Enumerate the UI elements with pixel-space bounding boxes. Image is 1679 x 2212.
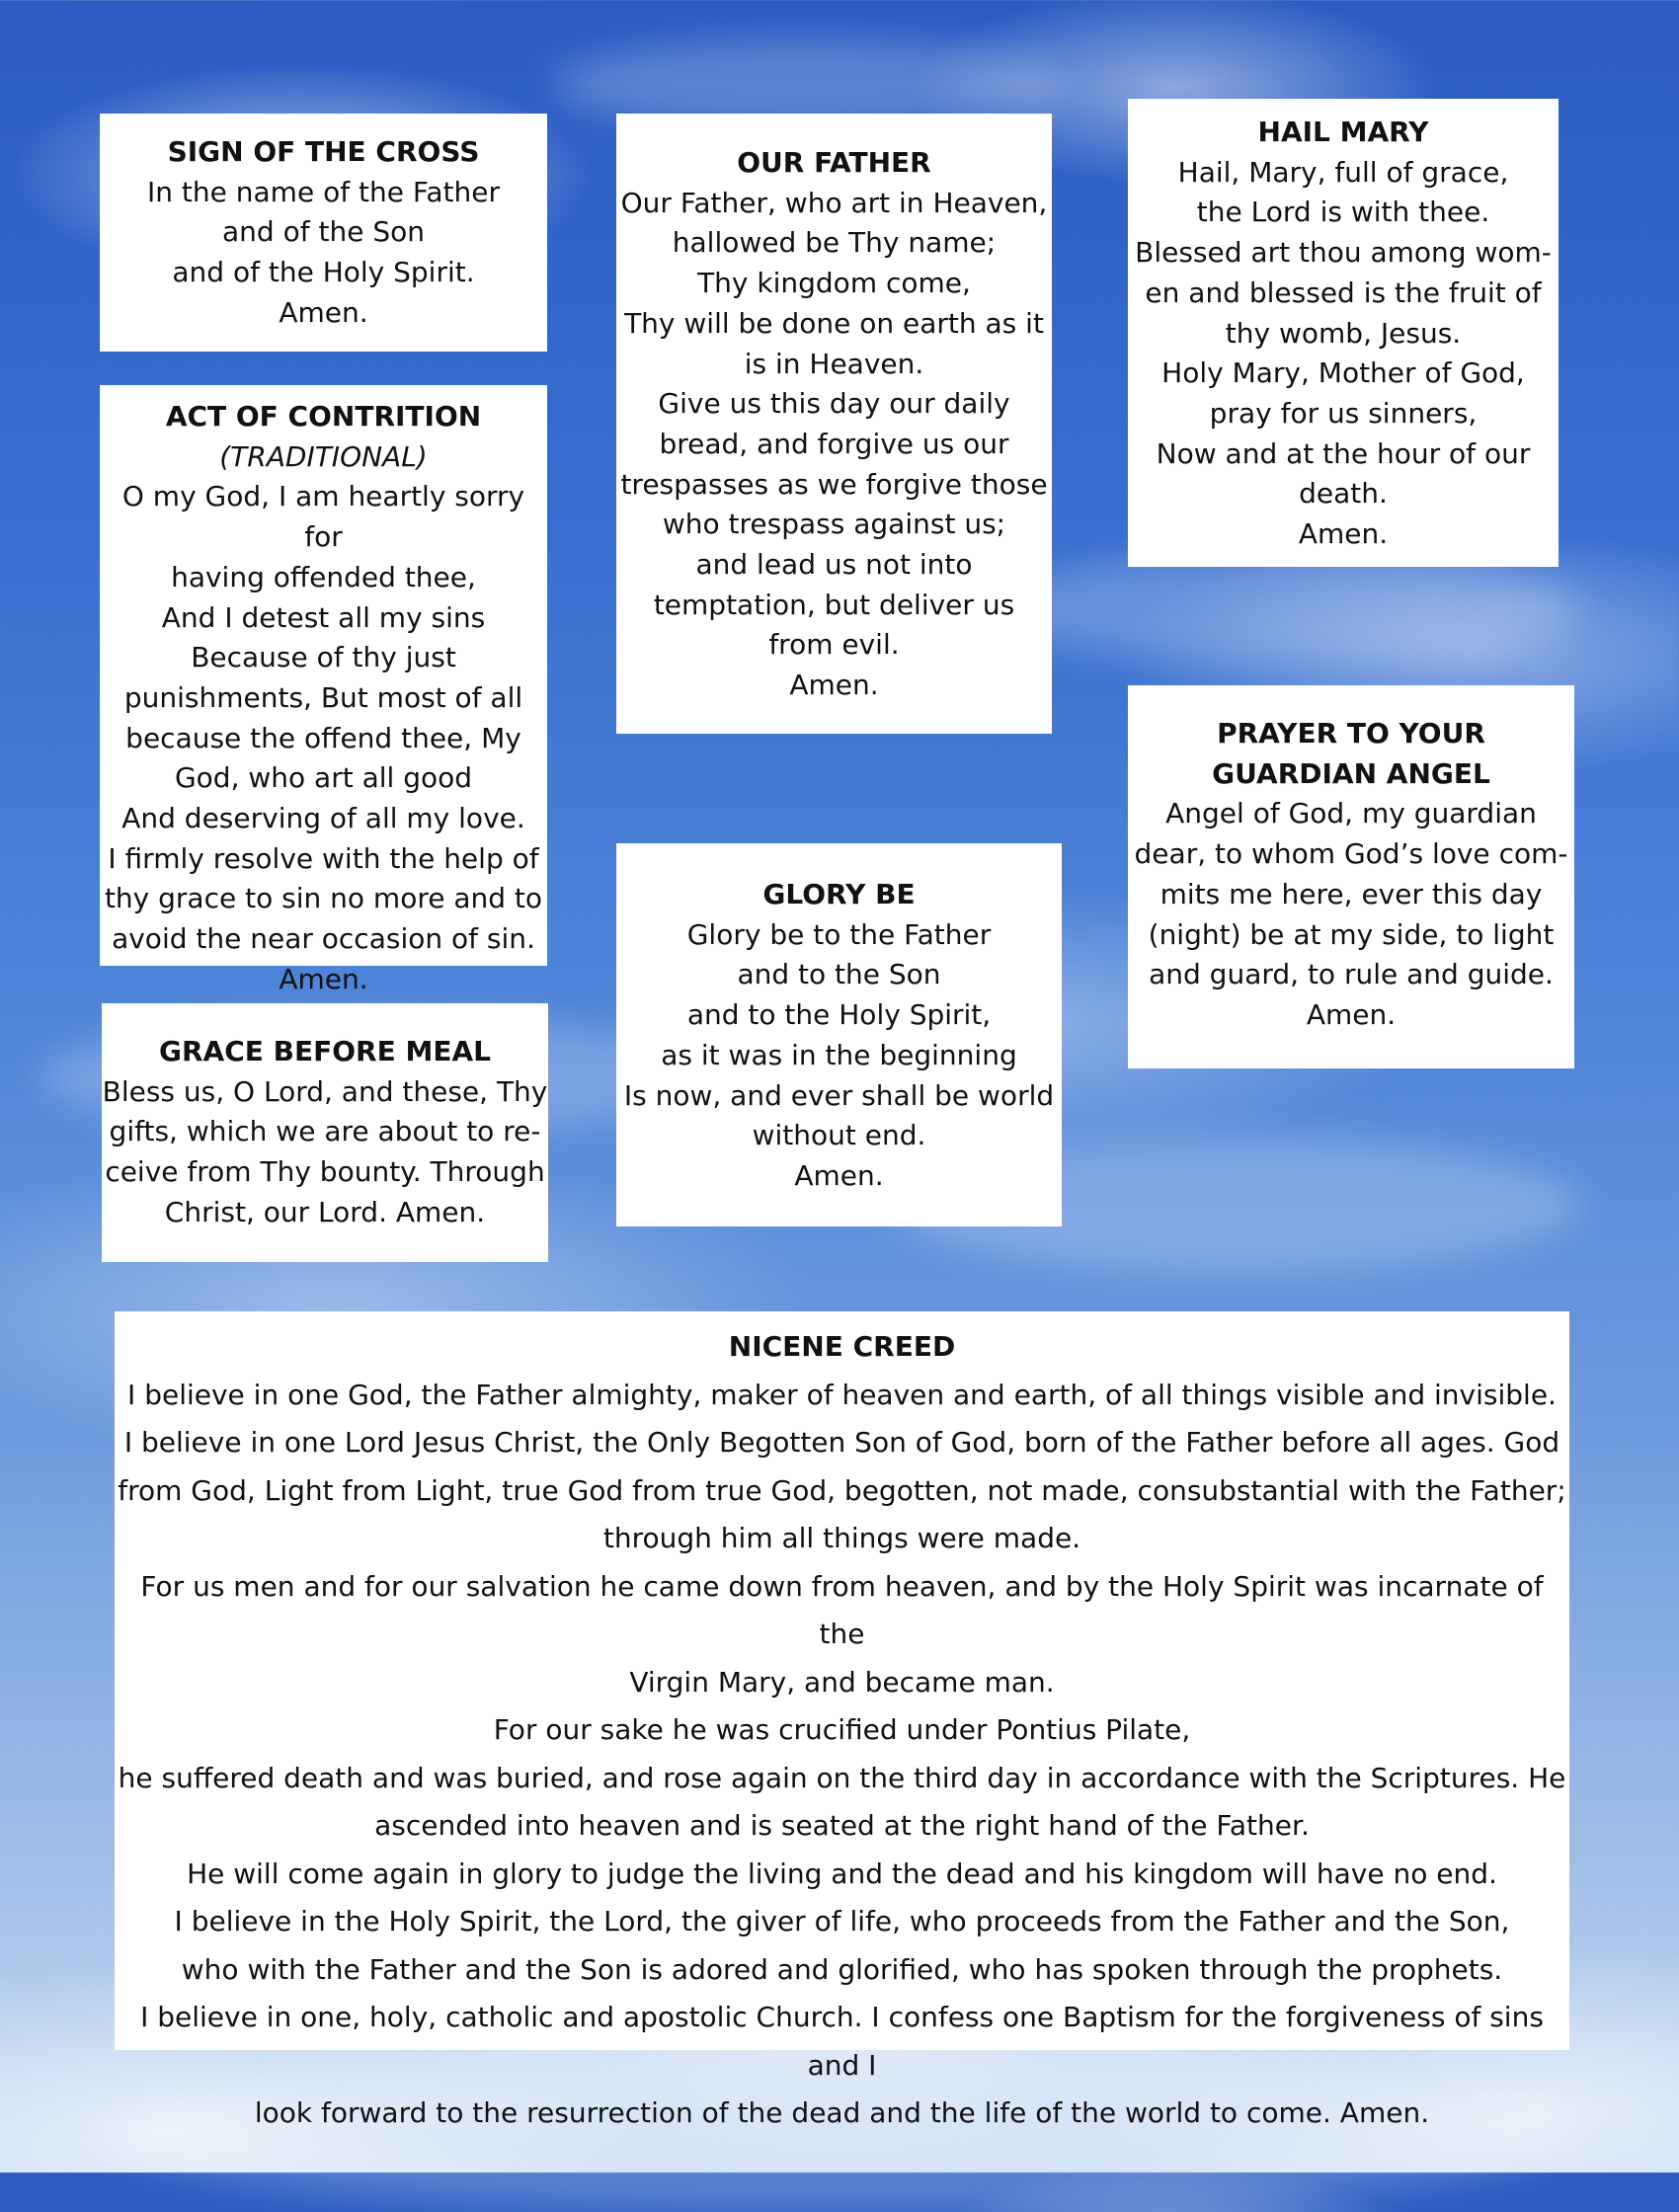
prayer-line: is in Heaven.	[744, 347, 924, 380]
prayer-line: ceive from Thy bounty. Through	[105, 1155, 545, 1189]
prayer-line: the Lord is with thee.	[1196, 196, 1490, 229]
prayer-line: Because of thy just	[191, 641, 456, 674]
creed-line: I believe in one, holy, catholic and apostolic Church. I confess one Baptism for the forgiveness of sins and I	[140, 2001, 1544, 2082]
creed-line: For us men and for our salvation he came down from heaven, and by the Holy Spirit was incarnate of the	[140, 1569, 1544, 1650]
grace-before-meal-card	[102, 1003, 548, 1262]
prayer-line: In the name of the Father	[147, 175, 500, 208]
prayer-line: Amen.	[279, 962, 368, 995]
prayer-line: and of the Son	[222, 215, 425, 249]
creed-line: I believe in one Lord Jesus Christ, the Only Begotten Son of God, born of the Father before all ages. God	[123, 1426, 1560, 1459]
creed-line: look forward to the resurrection of the dead and the life of the world to come. Amen.	[254, 2096, 1430, 2129]
creed-line: ascended into heaven and is seated at the right hand of the Father.	[374, 1809, 1310, 1842]
prayer-line: Blessed art thou among wom-	[1135, 236, 1552, 270]
card-title: GLORY BE	[762, 878, 916, 910]
prayer-line: Now and at the hour of our	[1156, 436, 1531, 470]
prayer-line: gifts, which we are about to re-	[109, 1115, 541, 1148]
card-title: SIGN OF THE CROSS	[167, 135, 480, 168]
card-title: GUARDIAN ANGEL	[1212, 756, 1490, 790]
cloud-wisp	[988, 553, 1580, 662]
creed-line: Virgin Mary, and became man.	[629, 1665, 1055, 1698]
prayer-line: avoid the near occasion of sin.	[112, 922, 535, 956]
prayer-line: who trespass against us;	[662, 508, 1006, 541]
card-title: OUR FATHER	[737, 146, 931, 179]
prayer-line: without end.	[752, 1119, 926, 1152]
creed-line: I believe in one God, the Father almighty, maker of heaven and earth, of all things visible and invisible.	[127, 1378, 1557, 1411]
creed-line: through him all things were made.	[602, 1522, 1081, 1554]
our-father-card	[616, 114, 1052, 734]
prayer-line: Glory be to the Father	[686, 917, 992, 951]
prayer-line: Amen.	[794, 1158, 884, 1192]
prayer-line: Give us this day our daily	[658, 387, 1010, 421]
card-title: HAIL MARY	[1257, 116, 1429, 148]
creed-line: who with the Father and the Son is adored and glorified, who has spoken through the prophets.	[181, 1952, 1503, 1986]
prayer-line: I firmly resolve with the help of	[108, 841, 539, 875]
prayer-line: punishments, But most of all	[123, 680, 523, 714]
prayer-line: from evil.	[768, 628, 900, 662]
prayer-line: Amen.	[1298, 517, 1389, 551]
prayer-line: as it was in the beginning	[661, 1038, 1017, 1071]
creed-line: from God, Light from Light, true God from true God, begotten, not made, consubstantial with the Father;	[118, 1473, 1566, 1507]
prayer-line: O my God, I am heartly sorry for	[121, 480, 525, 554]
prayer-line: Amen.	[279, 295, 368, 329]
prayer-line: hallowed be Thy name;	[672, 226, 997, 260]
prayer-line: And I detest all my sins	[161, 600, 486, 634]
prayer-line: because the offend thee, My	[125, 721, 521, 754]
prayer-line: trespasses as we forgive those	[620, 467, 1048, 501]
prayer-line: (night) be at my side, to light	[1148, 917, 1555, 951]
creed-line: I believe in the Holy Spirit, the Lord, the giver of life, who proceeds from the Father and the Son,	[174, 1905, 1510, 1937]
prayer-line: and to the Son	[737, 958, 941, 991]
prayer-line: Angel of God, my guardian	[1165, 797, 1537, 830]
prayer-line: thy womb, Jesus.	[1225, 316, 1462, 350]
prayer-line: and lead us not into	[695, 548, 973, 582]
prayer-line: Amen.	[789, 669, 879, 702]
glory-be-card	[616, 843, 1062, 1226]
prayer-line: bread, and forgive us our	[659, 427, 1009, 460]
prayer-line: thy grace to sin no more and to	[104, 882, 543, 915]
prayer-line: mits me here, ever this day	[1159, 877, 1543, 910]
prayer-line: and guard, to rule and guide.	[1149, 958, 1554, 991]
sign-of-cross-card	[100, 114, 547, 352]
prayer-line: Thy will be done on earth as it	[624, 306, 1044, 340]
nicene-creed-card	[115, 1311, 1569, 2129]
prayer-line: dear, to whom God’s love com-	[1134, 837, 1568, 871]
prayer-line: pray for us sinners,	[1209, 396, 1478, 430]
prayer-line: en and blessed is the fruit of	[1145, 276, 1542, 309]
prayer-line: Bless us, O Lord, and these, Thy	[102, 1074, 548, 1108]
hail-mary-card	[1128, 99, 1559, 567]
prayer-line: and of the Holy Spirit.	[172, 256, 475, 289]
prayer-line: Christ, our Lord. Amen.	[164, 1195, 486, 1228]
card-title: NICENE CREED	[728, 1330, 956, 1363]
prayer-line: Amen.	[1306, 997, 1397, 1031]
prayer-line: Is now, and ever shall be world	[623, 1078, 1055, 1112]
prayer-line: Our Father, who art in Heaven,	[620, 186, 1048, 219]
prayer-line: Hail, Mary, full of grace,	[1177, 155, 1509, 189]
prayer-line: having offended thee,	[171, 560, 476, 593]
card-title: ACT OF CONTRITION	[165, 400, 482, 433]
prayer-line: temptation, but deliver us	[653, 588, 1015, 621]
card-title: PRAYER TO YOUR	[1217, 717, 1485, 750]
prayer-line: God, who art all good	[174, 761, 473, 795]
prayer-line: And deserving of all my love.	[121, 802, 525, 835]
act-of-contrition-card	[100, 385, 547, 995]
creed-line: he suffered death and was buried, and rose again on the third day in accordance with the Scriptures. He	[118, 1761, 1566, 1794]
prayer-line: Thy kingdom come,	[697, 267, 971, 300]
guardian-angel-card	[1128, 685, 1574, 1068]
card-title: GRACE BEFORE MEAL	[159, 1035, 491, 1067]
prayer-line: death.	[1299, 477, 1388, 511]
creed-line: For our sake he was crucified under Pontius Pilate,	[493, 1713, 1191, 1746]
card-subtitle: (TRADITIONAL)	[219, 439, 428, 473]
prayer-line: and to the Holy Spirit,	[686, 998, 992, 1032]
creed-line: He will come again in glory to judge the living and the dead and his kingdom will have no end.	[187, 1856, 1497, 1890]
prayer-line: Holy Mary, Mother of God,	[1161, 356, 1525, 390]
